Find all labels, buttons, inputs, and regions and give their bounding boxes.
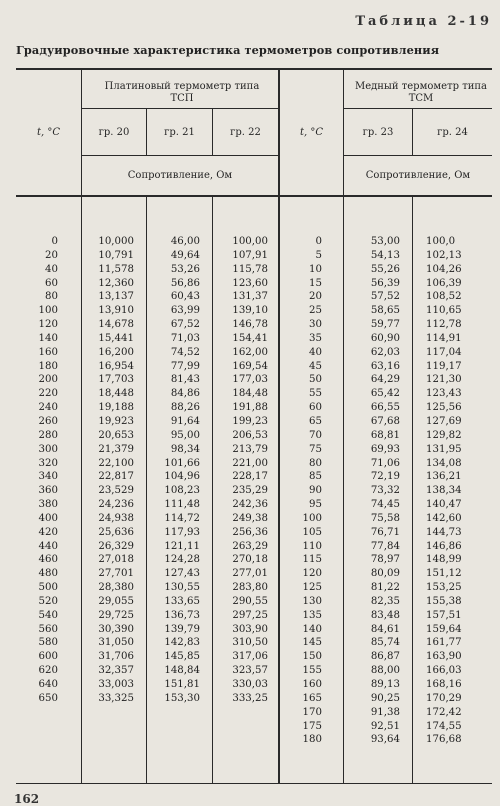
table-cell: 170,29 [426, 692, 462, 704]
table-cell: 127,69 [426, 415, 462, 427]
table-cell: 120 [38, 319, 58, 331]
table-cell: 29,725 [98, 609, 134, 621]
table-cell: 0 [315, 236, 322, 247]
table-cell: 15,441 [98, 332, 134, 344]
table-cell: 67,52 [170, 319, 200, 331]
table-cell: 24,938 [98, 512, 134, 524]
platinum-resistance-label: Сопротивление, Ом [127, 170, 233, 181]
table-cell: 180 [38, 360, 58, 372]
col-header-gr22: гр. 22 [230, 127, 261, 138]
table-cell: 170 [302, 706, 322, 718]
table-cell: 140,47 [426, 499, 462, 511]
table-cell: 10 [309, 263, 322, 275]
table-cell: 56,86 [170, 277, 200, 289]
table-cell: 71,03 [170, 332, 200, 344]
gr20-column [82, 235, 134, 706]
table-cell: 199,23 [232, 415, 268, 427]
table-cell: 200 [38, 374, 58, 386]
table-cell: 24,236 [98, 499, 134, 511]
table-cell: 163,90 [426, 651, 462, 663]
table-cell: 148,84 [164, 665, 200, 677]
table-cell: 88,00 [370, 665, 400, 677]
table-cell: 161,77 [426, 637, 462, 649]
table-cell: 27,018 [98, 554, 134, 566]
table-cell: 560 [38, 623, 58, 635]
table-cell: 600 [38, 651, 58, 663]
table-cell: 56,39 [370, 277, 400, 289]
table-cell: 159,64 [426, 623, 462, 635]
table-cell: 58,65 [370, 305, 400, 317]
table-cell: 330,03 [232, 679, 268, 690]
table-cell: 153,30 [164, 692, 200, 704]
table-cell: 184,48 [232, 388, 268, 400]
table-cell: 60,43 [170, 291, 200, 303]
table-cell: 90 [309, 485, 322, 497]
table-cell: 80,09 [370, 568, 400, 580]
table-cell: 104,26 [426, 263, 462, 275]
table-cell: 17,703 [98, 374, 134, 386]
table-cell: 35 [309, 332, 322, 344]
table-cell: 263,29 [232, 540, 268, 552]
gr22-column [213, 235, 268, 706]
table-cell: 63,16 [370, 360, 400, 372]
table-cell: 93,64 [370, 734, 400, 746]
table-cell: 75,58 [370, 512, 400, 524]
table-cell: 95,00 [170, 429, 200, 441]
table-cell: 130 [302, 595, 322, 607]
table-cell: 32,357 [98, 665, 134, 677]
table-cell: 300 [38, 443, 58, 455]
table-cell: 480 [38, 568, 58, 580]
top-rule [16, 68, 492, 70]
table-cell: 67,68 [370, 415, 400, 427]
table-cell: 18,448 [98, 388, 134, 400]
table-cell: 148,99 [426, 554, 462, 566]
table-cell: 177,03 [232, 374, 268, 386]
table-cell: 500 [38, 582, 58, 594]
table-cell: 115 [302, 554, 322, 566]
table-cell: 12,360 [98, 277, 134, 289]
table-cell: 20,653 [98, 429, 134, 441]
table-cell: 81,43 [170, 374, 200, 386]
table-cell: 70 [309, 429, 322, 441]
col-header-gr23: гр. 23 [362, 127, 394, 138]
table-cell: 20 [309, 291, 322, 303]
table-cell: 45 [309, 360, 322, 372]
table-cell: 25,636 [98, 526, 134, 538]
table-cell: 62,03 [370, 346, 400, 358]
table-cell: 60 [309, 402, 322, 414]
table-cell: 320 [38, 457, 58, 469]
platinum-subhead-rule [82, 155, 278, 156]
table-cell: 23,529 [98, 485, 134, 497]
table-cell: 68,81 [370, 429, 400, 441]
table-cell: 580 [38, 637, 58, 649]
table-cell: 146,86 [426, 540, 462, 552]
table-cell: 115,78 [232, 263, 268, 275]
table-cell: 22,100 [98, 457, 134, 469]
table-cell: 114,91 [426, 332, 462, 344]
table-cell: 260 [38, 415, 58, 427]
table-cell: 139,10 [232, 305, 268, 317]
table-cell: 106,39 [426, 277, 462, 289]
table-cell: 29,055 [98, 595, 134, 607]
table-cell: 91,38 [370, 706, 400, 718]
table-cell: 40 [309, 346, 322, 358]
table-cell: 138,34 [426, 485, 462, 497]
table-cell: 0 [51, 236, 58, 247]
table-title: Градуировочные характеристика термометров сопротивления [16, 43, 440, 57]
table-cell: 620 [38, 665, 58, 677]
table-cell: 135 [302, 609, 322, 621]
table-cell: 66,55 [370, 402, 400, 414]
table-cell: 65,42 [370, 388, 400, 400]
table-cell: 460 [38, 554, 58, 566]
table-cell: 165 [302, 692, 322, 704]
table-cell: 127,43 [164, 568, 200, 580]
col-header-gr21: гр. 21 [164, 127, 195, 138]
table-cell: 117,93 [164, 526, 200, 538]
table-cell: 98,34 [170, 443, 200, 455]
table-cell: 85 [309, 471, 322, 483]
table-cell: 92,51 [370, 720, 400, 732]
table-cell: 380 [38, 499, 58, 511]
table-cell: 420 [38, 526, 58, 538]
table-cell: 220 [38, 388, 58, 400]
table-cell: 27,701 [98, 568, 134, 580]
table-cell: 60 [45, 277, 58, 289]
table-cell: 46,00 [170, 236, 200, 247]
table-cell: 74,52 [170, 346, 200, 358]
table-cell: 77,99 [170, 360, 200, 372]
table-cell: 640 [38, 679, 58, 690]
table-cell: 64,29 [370, 374, 400, 386]
table-cell: 105 [302, 526, 322, 538]
table-cell: 142,83 [164, 637, 200, 649]
table-cell: 520 [38, 595, 58, 607]
table-cell: 86,87 [370, 651, 400, 663]
table-cell: 213,79 [232, 443, 268, 455]
table-cell: 249,38 [232, 512, 268, 524]
table-cell: 55,26 [370, 263, 400, 275]
table-cell: 303,90 [232, 623, 268, 635]
table-cell: 33,003 [98, 679, 134, 690]
table-cell: 49,64 [170, 249, 200, 261]
table-cell: 13,910 [98, 305, 134, 317]
table-cell: 180 [302, 734, 322, 746]
table-cell: 270,18 [232, 554, 268, 566]
col-header-gr24: гр. 24 [437, 127, 468, 138]
table-cell: 136,21 [426, 471, 462, 483]
table-cell: 100,0 [426, 236, 456, 247]
table-cell: 16,200 [98, 346, 134, 358]
table-cell: 40 [45, 263, 58, 275]
table-cell: 78,97 [370, 554, 400, 566]
table-cell: 157,51 [426, 609, 462, 621]
table-cell: 91,64 [170, 415, 200, 427]
table-cell: 154,41 [232, 332, 268, 344]
table-cell: 104,96 [164, 471, 200, 483]
table-cell: 310,50 [232, 637, 268, 649]
table-cell: 228,17 [232, 471, 268, 483]
table-cell: 221,00 [232, 457, 268, 469]
page-number: 162 [14, 792, 40, 806]
table-cell: 172,42 [426, 706, 462, 718]
table-cell: 340 [38, 471, 58, 483]
table-cell: 277,01 [232, 568, 268, 580]
table-cell: 153,25 [426, 582, 462, 594]
table-cell: 145,85 [164, 651, 200, 663]
copper-resistance-label: Сопротивление, Ом [365, 170, 471, 181]
table-cell: 117,04 [426, 346, 462, 358]
table-cell: 54,13 [370, 249, 400, 261]
table-cell: 323,57 [232, 665, 268, 677]
table-cell: 21,379 [98, 443, 134, 455]
temp-header-left: t, °C [36, 127, 61, 138]
table-cell: 60,90 [370, 332, 400, 344]
table-cell: 84,61 [370, 623, 400, 635]
table-cell: 206,53 [232, 429, 268, 441]
table-cell: 119,17 [426, 360, 462, 372]
table-cell: 155,38 [426, 595, 462, 607]
table-cell: 155 [302, 665, 322, 677]
table-cell: 121,11 [164, 540, 200, 552]
table-cell: 120 [302, 568, 322, 580]
table-cell: 540 [38, 609, 58, 621]
table-cell: 400 [38, 512, 58, 524]
table-cell: 123,43 [426, 388, 462, 400]
table-cell: 100 [38, 305, 58, 317]
table-cell: 53,26 [170, 263, 200, 275]
table-cell: 28,380 [98, 582, 134, 594]
table-cell: 145 [302, 637, 322, 649]
table-cell: 124,28 [164, 554, 200, 566]
table-cell: 31,050 [98, 637, 134, 649]
table-cell: 297,25 [232, 609, 268, 621]
table-cell: 131,95 [426, 443, 462, 455]
table-cell: 10,000 [98, 236, 134, 247]
table-cell: 151,12 [426, 568, 462, 580]
table-cell: 75 [309, 443, 322, 455]
table-cell: 5 [315, 249, 322, 261]
table-cell: 140 [38, 332, 58, 344]
table-cell: 134,08 [426, 457, 462, 469]
table-cell: 16,954 [98, 360, 134, 372]
table-cell: 317,06 [232, 651, 268, 663]
table-cell: 160 [38, 346, 58, 358]
table-cell: 290,55 [232, 595, 268, 607]
gr24-column [426, 235, 490, 747]
table-cell: 88,26 [170, 402, 200, 414]
table-cell: 71,06 [370, 457, 400, 469]
table-cell: 139,79 [164, 623, 200, 635]
table-tag: Таблица 2-19 [355, 14, 492, 29]
table-cell: 33,325 [98, 692, 134, 704]
table-cell: 15 [309, 277, 322, 289]
gr23-column [344, 235, 400, 747]
table-cell: 131,37 [232, 291, 268, 303]
table-cell: 283,80 [232, 582, 268, 594]
table-cell: 235,29 [232, 485, 268, 497]
table-cell: 176,68 [426, 734, 462, 746]
platinum-group-rule [82, 108, 278, 109]
table-cell: 101,66 [164, 457, 200, 469]
table-cell: 166,03 [426, 665, 462, 677]
table-cell: 81,22 [370, 582, 400, 594]
table-cell: 133,65 [164, 595, 200, 607]
table-cell: 76,71 [370, 526, 400, 538]
copper-group-header: Медный термометр типа ТСМ [354, 81, 488, 104]
gr21-column [147, 235, 200, 706]
platinum-group-header: Платиновый термометр типа ТСП [104, 81, 260, 104]
table-cell: 108,52 [426, 291, 462, 303]
table-cell: 22,817 [98, 471, 134, 483]
table-cell: 11,578 [98, 263, 134, 275]
table-cell: 150 [302, 651, 322, 663]
table-cell: 142,60 [426, 512, 462, 524]
bottom-rule [16, 783, 492, 784]
table-cell: 95 [309, 499, 322, 511]
vrule-6b [412, 196, 413, 783]
table-cell: 108,23 [164, 485, 200, 497]
table-cell: 650 [38, 692, 58, 704]
table-cell: 123,60 [232, 277, 268, 289]
copper-subhead-rule [344, 155, 492, 156]
table-cell: 110,65 [426, 305, 462, 317]
table-cell: 140 [302, 623, 322, 635]
table-cell: 59,77 [370, 319, 400, 331]
col-header-gr20: гр. 20 [98, 127, 130, 138]
table-cell: 242,36 [232, 499, 268, 511]
header-bottom-rule [16, 195, 492, 197]
table-cell: 69,93 [370, 443, 400, 455]
table-cell: 175 [302, 720, 322, 732]
table-cell: 144,73 [426, 526, 462, 538]
table-cell: 73,32 [370, 485, 400, 497]
table-cell: 84,86 [170, 388, 200, 400]
table-cell: 63,99 [170, 305, 200, 317]
table-cell: 136,73 [164, 609, 200, 621]
table-cell: 25 [309, 305, 322, 317]
table-cell: 83,48 [370, 609, 400, 621]
table-cell: 333,25 [232, 692, 268, 704]
table-cell: 90,25 [370, 692, 400, 704]
table-cell: 125 [302, 582, 322, 594]
table-cell: 55 [309, 388, 322, 400]
table-cell: 57,52 [370, 291, 400, 303]
table-cell: 112,78 [426, 319, 462, 331]
table-cell: 31,706 [98, 651, 134, 663]
table-cell: 30,390 [98, 623, 134, 635]
table-cell: 280 [38, 429, 58, 441]
table-cell: 14,678 [98, 319, 134, 331]
table-cell: 114,72 [164, 512, 200, 524]
table-cell: 168,16 [426, 679, 462, 690]
table-cell: 19,188 [98, 402, 134, 414]
table-cell: 30 [309, 319, 322, 331]
copper-temp-column [280, 235, 322, 747]
temp-header-right: t, °C [299, 127, 324, 138]
table-cell: 89,13 [370, 679, 400, 690]
table-cell: 125,56 [426, 402, 462, 414]
table-cell: 65 [309, 415, 322, 427]
table-cell: 121,30 [426, 374, 462, 386]
table-cell: 80 [45, 291, 58, 303]
table-cell: 19,923 [98, 415, 134, 427]
table-cell: 146,78 [232, 319, 268, 331]
table-cell: 72,19 [370, 471, 400, 483]
table-cell: 100 [302, 512, 322, 524]
table-cell: 151,81 [164, 679, 200, 690]
table-cell: 160 [302, 679, 322, 690]
table-cell: 169,54 [232, 360, 268, 372]
table-cell: 85,74 [370, 637, 400, 649]
table-cell: 107,91 [232, 249, 268, 261]
table-cell: 360 [38, 485, 58, 497]
copper-group-rule [344, 108, 492, 109]
table-cell: 82,35 [370, 595, 400, 607]
table-cell: 77,84 [370, 540, 400, 552]
table-cell: 10,791 [98, 249, 134, 261]
table-cell: 440 [38, 540, 58, 552]
table-cell: 110 [302, 540, 322, 552]
table-cell: 174,55 [426, 720, 462, 732]
table-cell: 74,45 [370, 499, 400, 511]
table-cell: 20 [45, 249, 58, 261]
table-cell: 191,88 [232, 402, 268, 414]
table-cell: 256,36 [232, 526, 268, 538]
table-cell: 100,00 [232, 236, 268, 247]
table-cell: 130,55 [164, 582, 200, 594]
table-cell: 26,329 [98, 540, 134, 552]
table-cell: 111,48 [164, 499, 200, 511]
table-cell: 80 [309, 457, 322, 469]
table-cell: 13,137 [98, 291, 134, 303]
table-cell: 50 [309, 374, 322, 386]
table-cell: 129,82 [426, 429, 462, 441]
table-cell: 240 [38, 402, 58, 414]
table-cell: 162,00 [232, 346, 268, 358]
platinum-temp-column [16, 235, 58, 706]
table-cell: 53,00 [370, 236, 400, 247]
table-cell: 102,13 [426, 249, 462, 261]
